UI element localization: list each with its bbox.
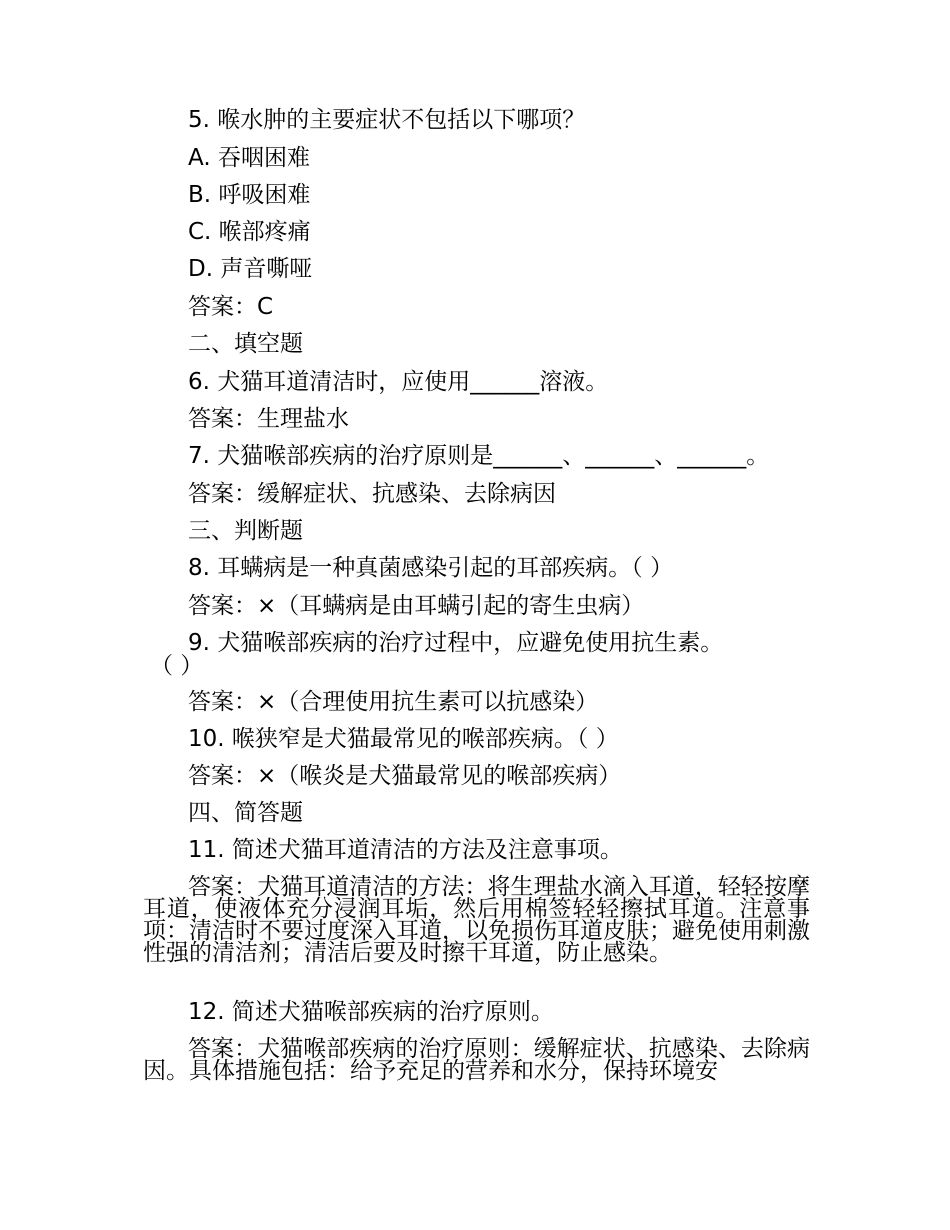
question-10: 10. 喉狭窄是犬猫最常见的喉部疾病。（ ）	[188, 726, 619, 752]
question-5: 5. 喉水肿的主要症状不包括以下哪项？	[188, 107, 586, 133]
question-7: 7. 犬猫喉部疾病的治疗原则是______、______、______。	[188, 443, 770, 469]
question-11: 11. 简述犬猫耳道清洁的方法及注意事项。	[188, 837, 623, 863]
question-9: 9. 犬猫喉部疾病的治疗过程中，应避免使用抗生素。	[188, 630, 724, 656]
question-5-option-b: B. 呼吸困难	[188, 182, 311, 208]
section-heading-true-false: 三、判断题	[188, 518, 303, 544]
question-5-option-d: D. 声音嘶哑	[188, 256, 313, 282]
question-9-continuation: （ ）	[150, 653, 204, 679]
question-8: 8. 耳螨病是一种真菌感染引起的耳部疾病。（ ）	[188, 555, 674, 581]
question-11-answer: 答案：犬猫耳道清洁的方法：将生理盐水滴入耳道，轻轻按摩耳道，使液体充分浸润耳垢，然后用棉签轻轻擦拭耳道。注意事项：清洁时不要过度深入耳道，以免损伤耳道皮肤；避免使用刺激性强的清洁剂；清洁后要及时擦干耳道，防止感染。	[143, 874, 810, 966]
question-6-answer: 答案：生理盐水	[188, 406, 349, 432]
question-5-answer: 答案：C	[188, 294, 274, 320]
question-10-answer: 答案：×（喉炎是犬猫最常见的喉部疾病）	[188, 763, 622, 789]
question-12-answer: 答案：犬猫喉部疾病的治疗原则：缓解症状、抗感染、去除病因。具体措施包括：给予充足的营养和水分，保持环境安	[143, 1036, 810, 1084]
question-9-answer: 答案：×（合理使用抗生素可以抗感染）	[188, 689, 599, 715]
question-8-answer: 答案：×（耳螨病是由耳螨引起的寄生虫病）	[188, 593, 645, 619]
question-12: 12. 简述犬猫喉部疾病的治疗原则。	[188, 999, 554, 1025]
section-heading-short-answer: 四、简答题	[188, 800, 303, 826]
question-6: 6. 犬猫耳道清洁时，应使用______溶液。	[188, 369, 609, 395]
question-5-option-c: C. 喉部疼痛	[188, 219, 311, 245]
question-7-answer: 答案：缓解症状、抗感染、去除病因	[188, 481, 556, 507]
section-heading-fill-in: 二、填空题	[188, 331, 303, 357]
question-5-option-a: A. 吞咽困难	[188, 145, 310, 171]
